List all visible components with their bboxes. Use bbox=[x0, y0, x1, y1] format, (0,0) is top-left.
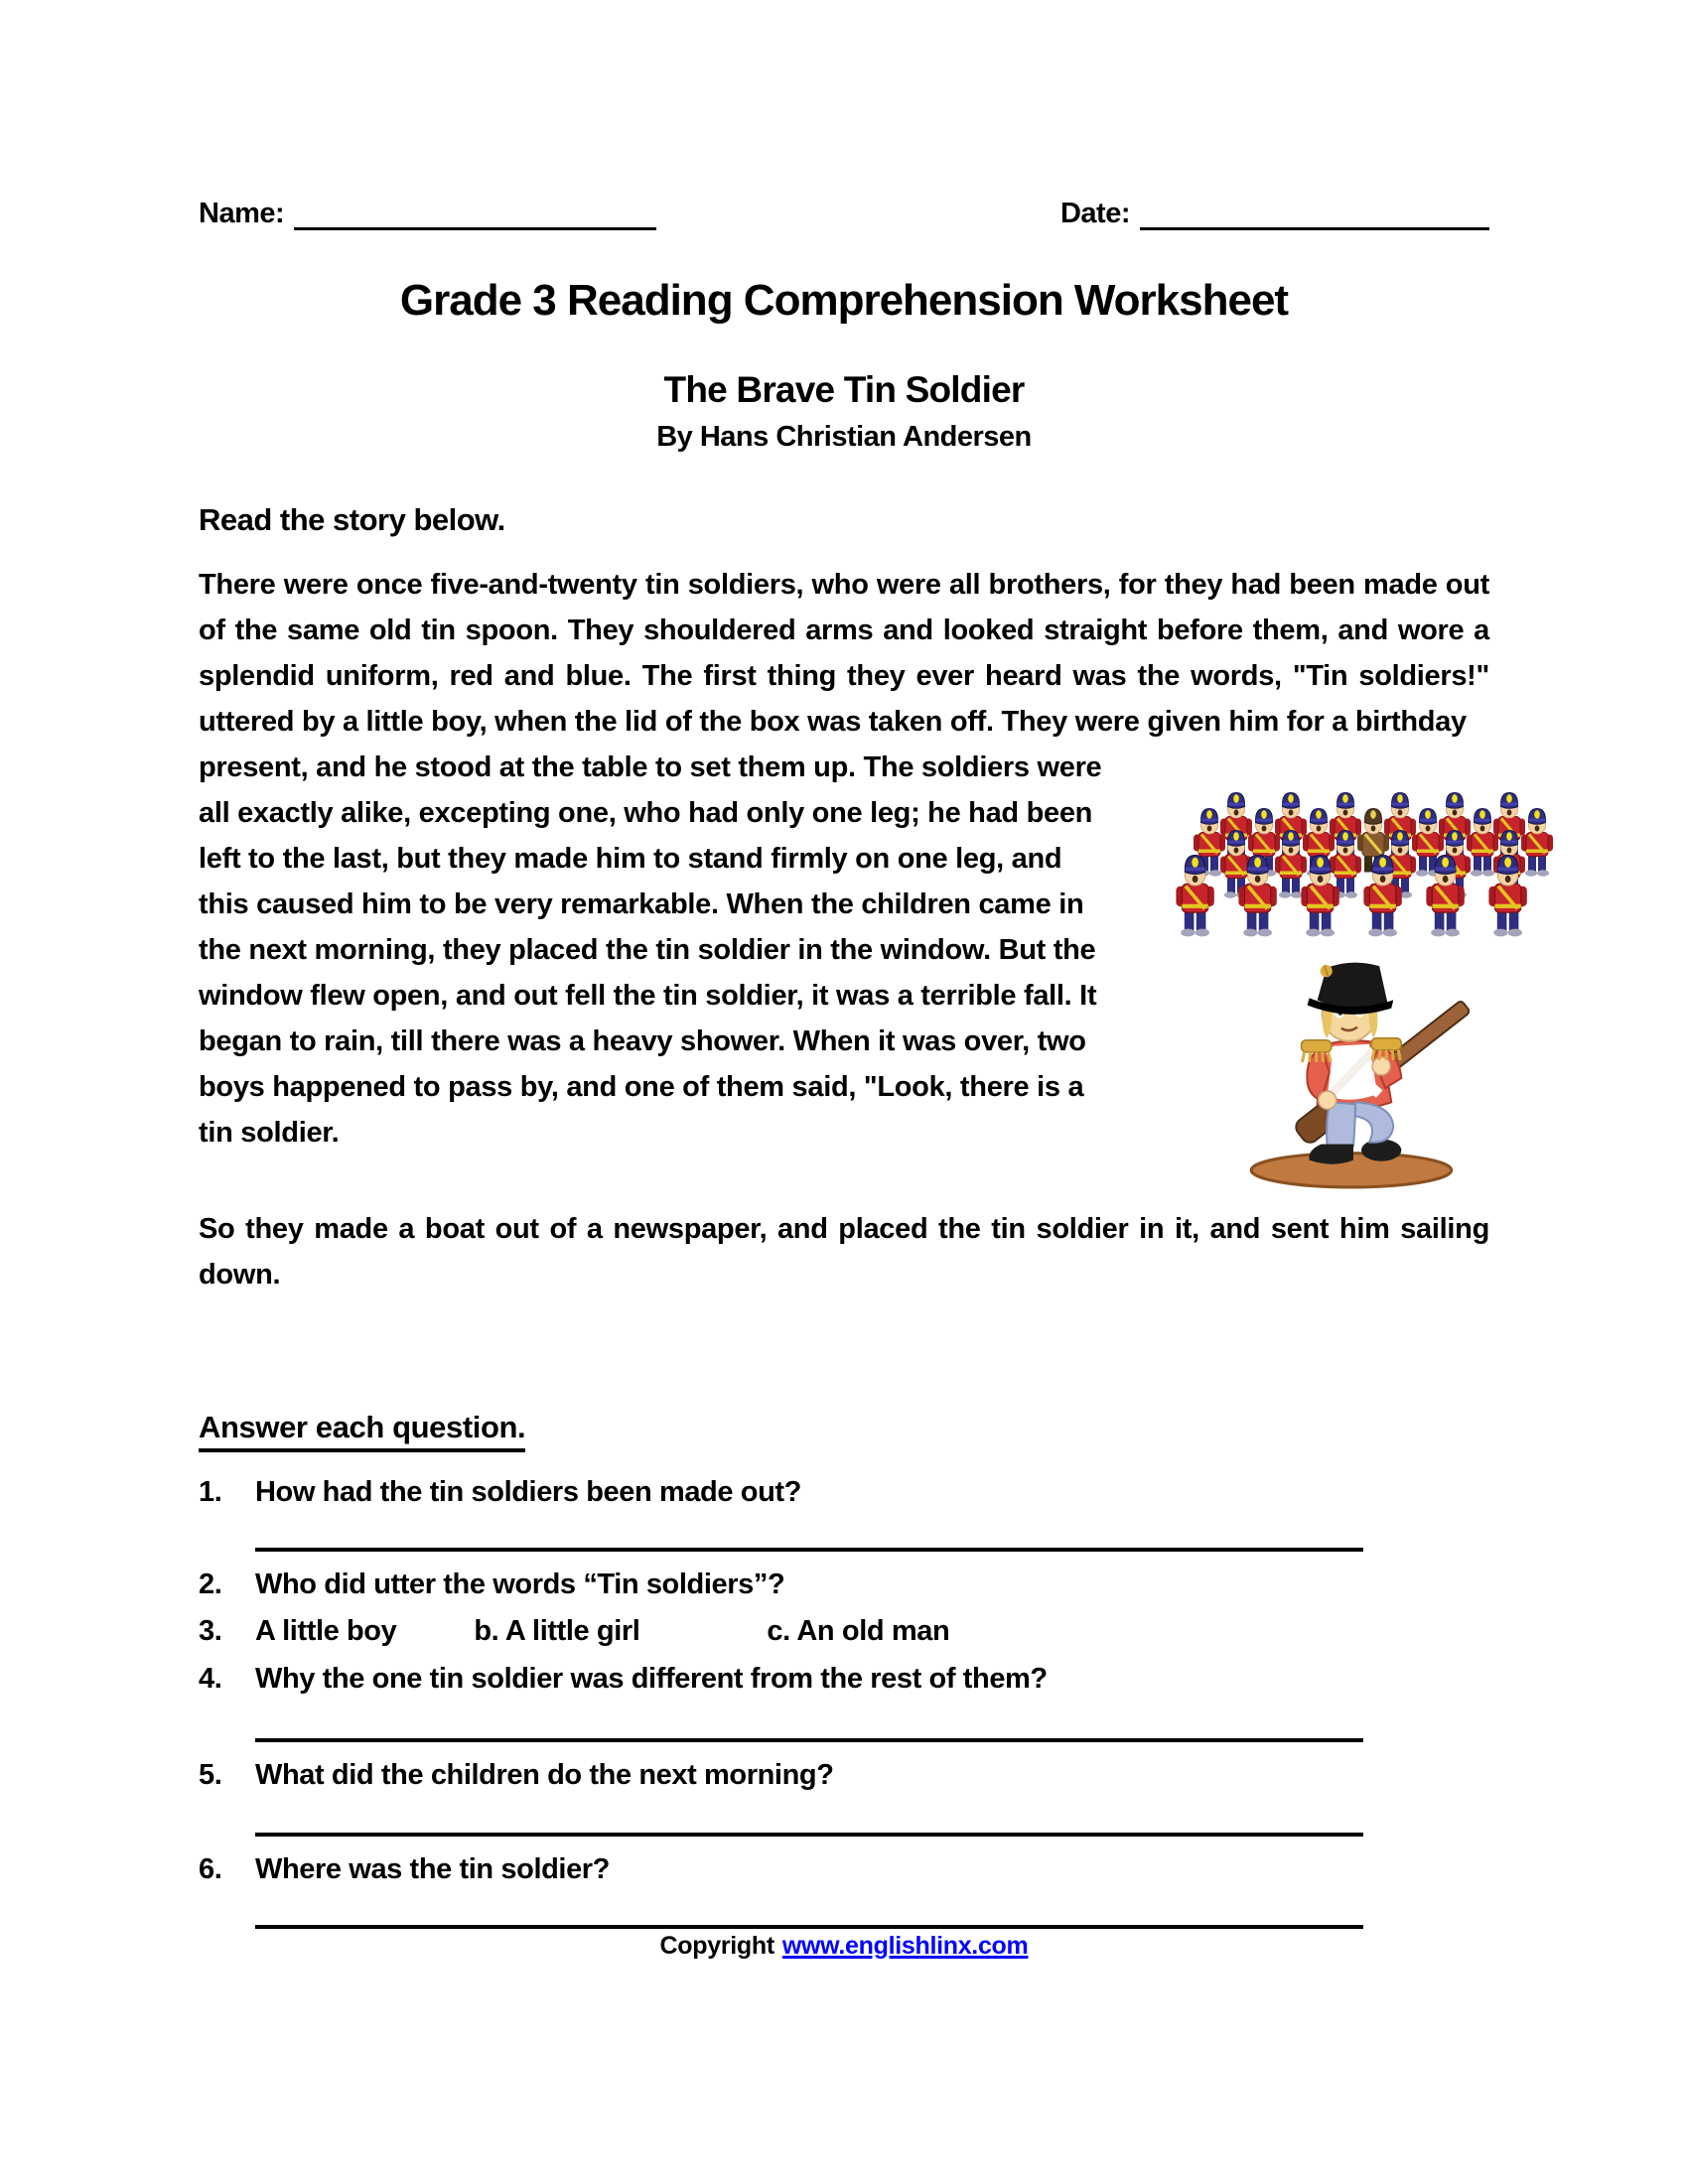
answer-blank-line-2 bbox=[255, 1738, 1363, 1742]
answer-blank-line-3 bbox=[255, 1833, 1363, 1837]
story-paragraph-3: So they made a boat out of a newspaper, and placed the tin soldier in it, and sent him sailing down. bbox=[199, 1213, 1489, 1291]
page-title: Grade 3 Reading Comprehension Worksheet bbox=[399, 276, 1289, 325]
question-6-text: Where was the tin soldier? bbox=[255, 1853, 610, 1885]
question-1 bbox=[199, 1472, 1489, 1512]
questions-section bbox=[199, 1410, 1489, 1929]
question-3-option-a: A little boy bbox=[255, 1615, 397, 1647]
name-field-group bbox=[199, 197, 656, 230]
read-instruction: Read the story below. bbox=[199, 502, 505, 537]
tin-soldiers-group-illustration bbox=[1172, 786, 1554, 948]
answer-blank-line-1 bbox=[255, 1548, 1363, 1552]
story-paragraph-2: present, and he stood at the table to set them up. The soldiers were all exactly alike, excepting one, who had only one leg; he had been left to the last, but they made him to stand firmly on one leg, and this caused him to be very remarkable. When the children came in the next morning, they placed the tin soldier in the window. But the window flew open, and out fell the tin soldier, it was a terrible fall. It began to rain, till there was a heavy shower. When it was over, two boys happened to pass by, and one of them said, "Look, there is a tin soldier. bbox=[199, 751, 1102, 1149]
tin-soldier-illustration bbox=[1229, 954, 1489, 1194]
name-date-row bbox=[199, 197, 1489, 230]
question-3-option-b: b. A little girl bbox=[474, 1615, 640, 1647]
question-1-number: 1. bbox=[199, 1476, 222, 1508]
question-5-number: 5. bbox=[199, 1759, 222, 1791]
story-section bbox=[199, 562, 1489, 1297]
question-3 bbox=[199, 1611, 1489, 1651]
story-wrap-row bbox=[199, 745, 1489, 1194]
copyright-label: Copyright bbox=[659, 1932, 774, 1960]
footer bbox=[0, 1932, 1688, 1961]
name-label: Name: bbox=[199, 198, 285, 229]
date-field-group bbox=[1060, 197, 1489, 230]
copyright-link[interactable]: www.englishlinx.com bbox=[781, 1932, 1029, 1960]
answer-instruction: Answer each question. bbox=[199, 1410, 525, 1452]
illustration-column bbox=[1172, 745, 1554, 1194]
question-2 bbox=[199, 1565, 1489, 1604]
question-3-number: 3. bbox=[199, 1615, 222, 1647]
story-paragraph-1: There were once five-and-twenty tin soldiers, who were all brothers, for they had been made out of the same old tin spoon. They shouldered arms and looked straight before them, and wore a splendid uniform, red and blue. The first thing they ever heard was the words, "Tin soldiers!" uttered by a little boy, when the lid of the box was taken off. They were given him for a birthday bbox=[199, 569, 1489, 738]
story-author: By Hans Christian Andersen bbox=[656, 421, 1032, 453]
date-label: Date: bbox=[1059, 198, 1130, 229]
question-5 bbox=[199, 1755, 1489, 1795]
question-3-option-c: c. An old man bbox=[767, 1615, 950, 1647]
name-blank-line bbox=[294, 198, 656, 230]
question-2-number: 2. bbox=[199, 1569, 222, 1600]
question-6 bbox=[199, 1849, 1489, 1889]
answer-blank-line-4 bbox=[255, 1925, 1363, 1929]
date-blank-line bbox=[1140, 198, 1489, 230]
story-title: The Brave Tin Soldier bbox=[663, 369, 1025, 410]
question-4-text: Why the one tin soldier was different from the rest of them? bbox=[255, 1663, 1048, 1695]
question-4-number: 4. bbox=[199, 1663, 222, 1695]
question-5-text: What did the children do the next morning? bbox=[255, 1759, 834, 1791]
question-1-text: How had the tin soldiers been made out? bbox=[255, 1476, 801, 1508]
question-6-number: 6. bbox=[199, 1853, 222, 1885]
question-4 bbox=[199, 1659, 1489, 1699]
question-2-text: Who did utter the words “Tin soldiers”? bbox=[255, 1569, 785, 1600]
